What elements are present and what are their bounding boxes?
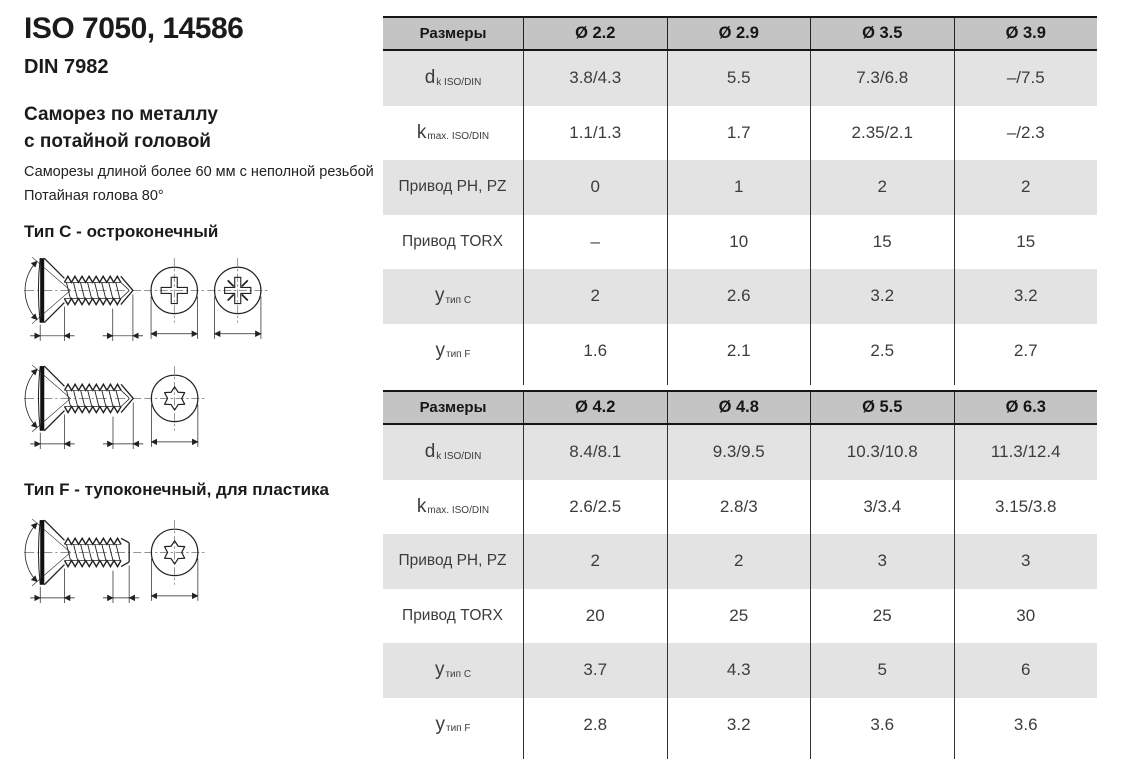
cell-value: 3.2: [810, 269, 954, 324]
table-row: [383, 51, 1097, 106]
cell-value: –/7.5: [954, 51, 1098, 106]
table-row: [383, 425, 1097, 480]
cell-value: 25: [810, 589, 954, 644]
product-description: [24, 160, 374, 208]
row-label-sub: тип F: [446, 349, 471, 361]
row-label-main: k: [416, 121, 427, 143]
din-subtitle: DIN 7982: [24, 56, 109, 78]
description-line2: Потайная голова 80°: [24, 188, 164, 204]
cell-value: 2: [523, 534, 667, 589]
cell-value: 9.3/9.5: [667, 425, 811, 480]
cell-value: 0: [523, 160, 667, 215]
table-row: [383, 215, 1097, 270]
description-line1: Саморезы длиной более 60 мм с неполной резьбой: [24, 164, 374, 180]
row-label-sub: тип C: [445, 294, 472, 306]
cell-value: 3.2: [667, 698, 811, 753]
cell-value: –/2.3: [954, 106, 1098, 161]
cell-value: 2.8: [523, 698, 667, 753]
row-label: [383, 534, 523, 589]
cell-value: 2.1: [667, 324, 811, 379]
cell-value: 2.8/3: [667, 480, 811, 535]
cell-value: 2.5: [810, 324, 954, 379]
cell-value: 3.15/3.8: [954, 480, 1098, 535]
cell-value: –: [523, 215, 667, 270]
row-label-main: y: [434, 659, 445, 681]
row-label-main: d: [424, 441, 436, 463]
table-gridline-extension: [383, 752, 1097, 759]
cell-value: 3: [810, 534, 954, 589]
ph-recess-icon: [144, 258, 204, 323]
product-title-line1: Саморез по металлу: [24, 104, 218, 125]
cell-value: 1.1/1.3: [523, 106, 667, 161]
table-row: [383, 160, 1097, 215]
row-label-main: y: [435, 713, 446, 735]
cell-value: 2: [810, 160, 954, 215]
row-label: [383, 589, 523, 644]
row-label: [383, 269, 523, 324]
cell-value: 3.2: [954, 269, 1098, 324]
type-f-heading: Тип F - тупоконечный, для пластика: [24, 480, 329, 499]
table-row: [383, 589, 1097, 644]
cell-value: 10: [667, 215, 811, 270]
page-title: ISO 7050, 14586: [24, 12, 244, 45]
table-gridline-extension: [383, 378, 1097, 385]
cell-value: 3: [954, 534, 1098, 589]
cell-value: 11.3/12.4: [954, 425, 1098, 480]
product-title: [24, 101, 218, 155]
row-label-main: y: [434, 285, 445, 307]
cell-value: 25: [667, 589, 811, 644]
row-label-main: Привод TORX: [402, 232, 503, 250]
row-label: [383, 106, 523, 161]
dimensions-table-large: [383, 390, 1097, 759]
row-label-main: k: [416, 495, 427, 517]
cell-value: 1.7: [667, 106, 811, 161]
cell-value: 8.4/8.1: [523, 425, 667, 480]
table-row: [383, 534, 1097, 589]
cell-value: 7.3/6.8: [810, 51, 954, 106]
cell-value: 2.6/2.5: [523, 480, 667, 535]
column-header: Ø 3.5: [810, 18, 954, 49]
row-label-main: y: [435, 339, 446, 361]
column-header: Ø 2.9: [667, 18, 811, 49]
column-header: Ø 2.2: [523, 18, 667, 49]
type-c-heading: Тип C - остроконечный: [24, 222, 219, 241]
row-label: [383, 160, 523, 215]
column-header: Ø 3.9: [954, 18, 1098, 49]
cell-value: 1.6: [523, 324, 667, 379]
table-row: [383, 106, 1097, 161]
row-label: [383, 425, 523, 480]
row-label-sub: k ISO/DIN: [436, 76, 482, 88]
pz-recess-icon: [208, 258, 268, 323]
table-header-row: [383, 390, 1097, 425]
table-row: [383, 324, 1097, 379]
row-label-sub: max. ISO/DIN: [427, 131, 490, 143]
cell-value: 3.7: [523, 643, 667, 698]
table-header-row: [383, 16, 1097, 51]
cell-value: 5: [810, 643, 954, 698]
row-label: [383, 51, 523, 106]
cell-value: 2.35/2.1: [810, 106, 954, 161]
row-label: [383, 324, 523, 379]
cell-value: 6: [954, 643, 1098, 698]
column-header: Ø 4.2: [523, 392, 667, 423]
cell-value: 30: [954, 589, 1098, 644]
cell-value: 15: [954, 215, 1098, 270]
cell-value: 3/3.4: [810, 480, 954, 535]
row-label-sub: тип C: [445, 668, 472, 680]
table-row: [383, 269, 1097, 324]
row-label: [383, 698, 523, 753]
dimensions-table-small: [383, 16, 1097, 385]
type-f-drawing-torx: [18, 512, 210, 609]
table-row: [383, 643, 1097, 698]
row-label-sub: k ISO/DIN: [436, 450, 482, 462]
y-dimension: [103, 566, 139, 603]
type-c-drawing-ph-pz: [18, 250, 270, 347]
cell-value: 2: [523, 269, 667, 324]
cell-value: 3.6: [954, 698, 1098, 753]
row-label-main: d: [424, 67, 436, 89]
type-c-drawing-torx: [18, 358, 210, 455]
row-label: [383, 643, 523, 698]
cell-value: 1: [667, 160, 811, 215]
row-label-sub: тип F: [446, 723, 471, 735]
cell-value: 2.7: [954, 324, 1098, 379]
row-label: [383, 215, 523, 270]
screw-side-view: [21, 519, 141, 603]
column-header: Ø 4.8: [667, 392, 811, 423]
screw-side-view: [21, 257, 141, 341]
header-label: Размеры: [419, 25, 487, 42]
cell-value: 2: [954, 160, 1098, 215]
row-label-sub: max. ISO/DIN: [427, 505, 490, 517]
product-title-line2: с потайной головой: [24, 131, 211, 152]
table-row: [383, 698, 1097, 753]
screw-side-view: [21, 365, 141, 449]
cell-value: 3.8/4.3: [523, 51, 667, 106]
cell-value: 3.6: [810, 698, 954, 753]
row-label-main: Привод PH, PZ: [398, 552, 507, 570]
torx-recess-icon: [144, 366, 205, 431]
cell-value: 4.3: [667, 643, 811, 698]
cell-value: 2.6: [667, 269, 811, 324]
column-header: Ø 6.3: [954, 392, 1098, 423]
row-label-main: Привод PH, PZ: [398, 178, 507, 196]
column-header: Ø 5.5: [810, 392, 954, 423]
cell-value: 15: [810, 215, 954, 270]
row-label-main: Привод TORX: [402, 606, 503, 624]
cell-value: 5.5: [667, 51, 811, 106]
torx-recess-icon: [144, 520, 205, 585]
table-row: [383, 480, 1097, 535]
header-label: Размеры: [419, 399, 487, 416]
cell-value: 10.3/10.8: [810, 425, 954, 480]
cell-value: 20: [523, 589, 667, 644]
cell-value: 2: [667, 534, 811, 589]
row-label: [383, 480, 523, 535]
